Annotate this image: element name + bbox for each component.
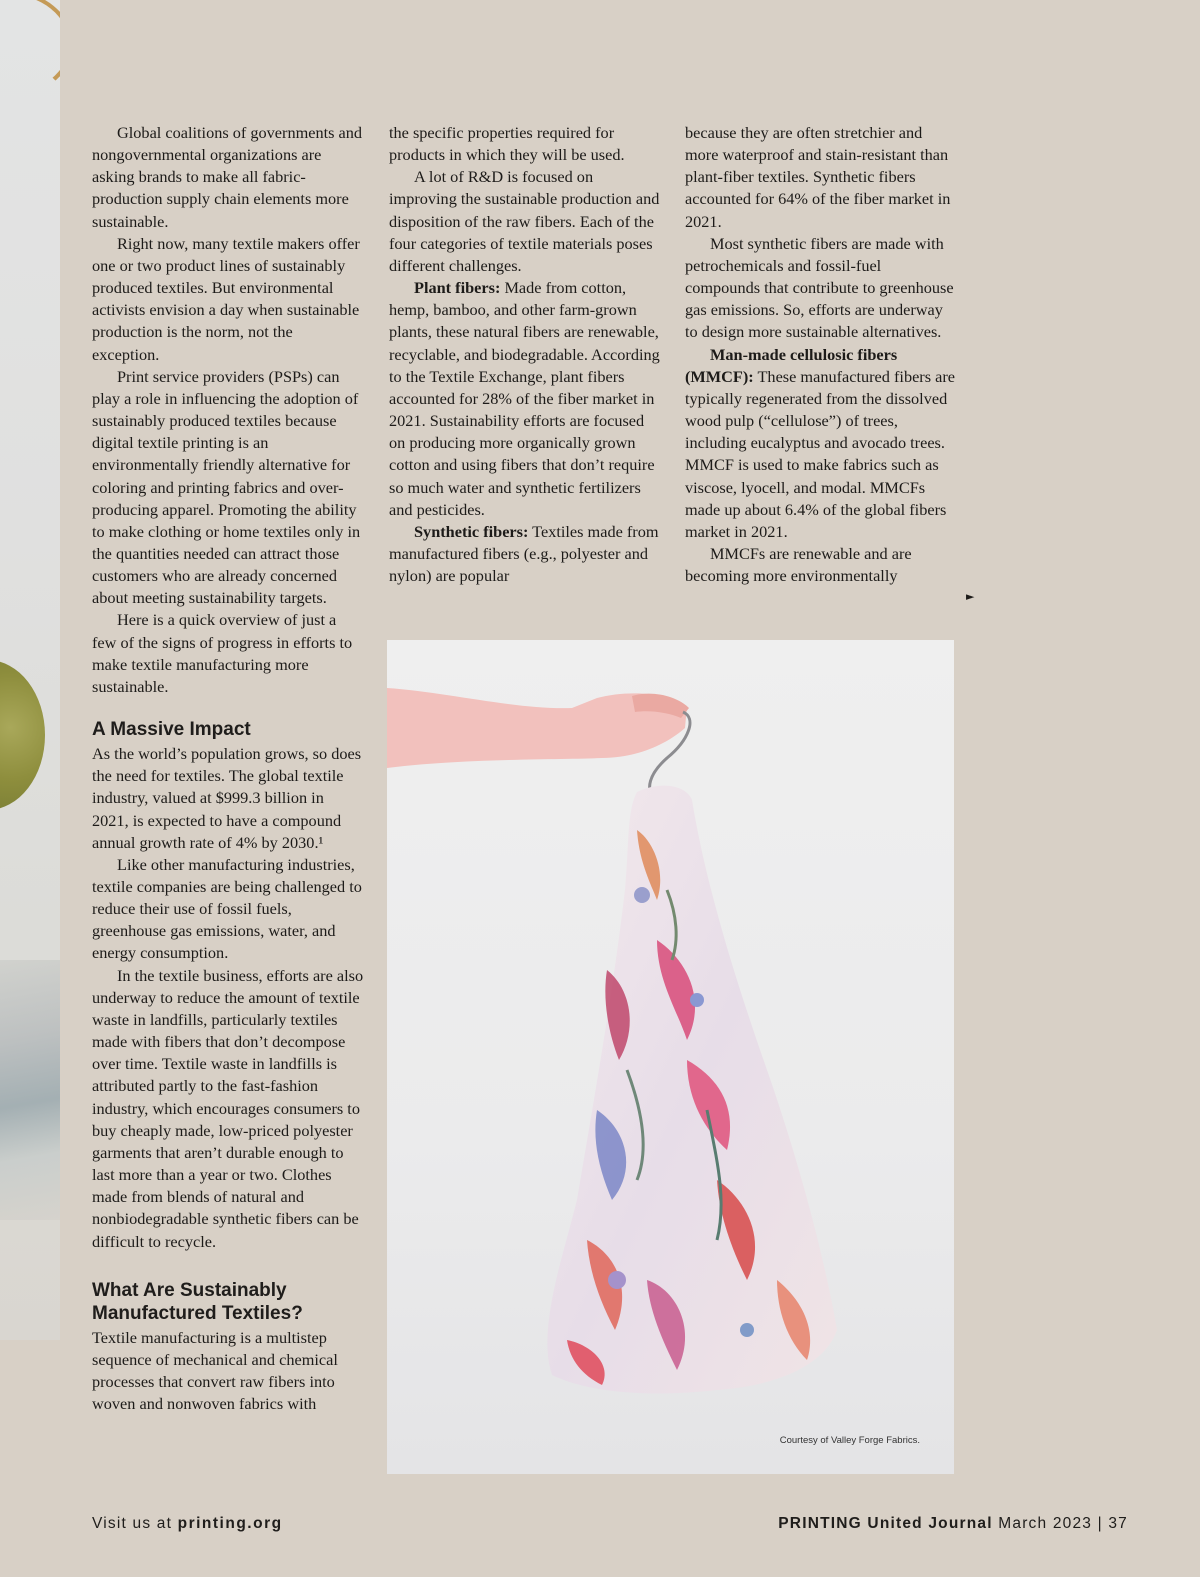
footer-website (92, 1515, 283, 1533)
website-link[interactable]: printing.org (177, 1515, 283, 1532)
paragraph: Here is a quick overview of just a few of the signs of progress in efforts to make textile manufacturing more sustainable. (92, 610, 353, 696)
footer-folio (778, 1515, 1128, 1533)
paragraph: because they are often stretchier and more waterproof and stain-resistant than plant-fiber textiles. Synthetic fibers accounted for 64% of the fiber market in 2021. (685, 123, 951, 231)
article-column-1 (92, 122, 364, 1415)
section-heading: A Massive Impact (92, 719, 251, 741)
article-column-2 (389, 122, 661, 587)
section-heading: What Are Sustainably Manufactured Textiles? (92, 1279, 303, 1324)
paragraph: the specific properties required for products in which they will be used. (389, 123, 625, 165)
paragraph-body: Textiles made from manufactured fibers (e.g., polyester and nylon) are popular (389, 521, 659, 586)
yarn-ball-image (0, 660, 45, 810)
article-column-3 (685, 122, 957, 587)
photo-credit: Courtesy of Valley Forge Fabrics. (779, 1435, 920, 1446)
run-in-heading: Plant fibers: (414, 278, 501, 298)
thread-spools-image (0, 960, 60, 1220)
paragraph (389, 277, 661, 521)
paragraph (389, 521, 661, 587)
paragraph: Global coalitions of governments and nongovernmental organizations are asking brands to make all fabric-production supply chain elements more sustainable. (92, 123, 363, 231)
left-decorative-photo-strip (0, 0, 60, 1340)
paragraph: Most synthetic fibers are made with petrochemicals and fossil-fuel compounds that contribute to greenhouse gas emissions. So, efforts are underway to design more sustainable alternatives. (685, 233, 954, 342)
paragraph-body: Made from cotton, hemp, bamboo, and other farm-grown plants, these natural fibers are renewable, recyclable, and biodegradable. According to the Textile Exchange, plant fibers accounted for 28% of the fiber market in 2021. Sustainability efforts are focused on producing more organically grown cotton and using fibers that don’t require so much water and synthetic fertilizers and pesticides. (389, 278, 660, 519)
paragraph: In the textile business, efforts are also underway to reduce the amount of textile waste in landfills, particularly textiles made with fibers that don’t decompose over time. Textile waste in landfills is attributed partly to the fast-fashion industry, which encourages consumers to buy cheaply made, low-priced polyester garments that aren’t durable enough to last more than a year or two. Clothes made from blends of natural and nonbiodegradable synthetic fibers can be difficult to recycle. (92, 965, 364, 1251)
paragraph: A lot of R&D is focused on improving the sustainable production and disposition of the raw fibers. Each of the four categories of textile materials poses different challenges. (389, 167, 660, 275)
paragraph: MMCFs are renewable and are becoming more environmentally (685, 543, 912, 586)
run-in-heading: Man-made cellulosic fibers (MMCF): (685, 344, 898, 386)
run-in-heading: Synthetic fibers: (414, 521, 529, 541)
footer-prefix: Visit us at (92, 1515, 178, 1532)
continue-arrow-icon: ► (966, 590, 975, 603)
paragraph: Print service providers (PSPs) can play a role in influencing the adoption of sustainably produced textiles because digital textile printing is an environmentally friendly alternative for coloring and printing fabrics and over-producing apparel. Promoting the ability to make clothing or home textiles only in the quantities needed can attract those customers who are already concerned about meeting sustainability targets. (92, 366, 361, 608)
paragraph: Like other manufacturing industries, textile companies are being challenged to reduce their use of fossil fuels, greenhouse gas emissions, water, and energy consumption. (92, 854, 362, 963)
paragraph: As the world’s population grows, so does the need for textiles. The global textile industry, valued at $999.3 billion in 2021, is expected to have a compound annual growth rate of 4% by 2030.¹ (92, 744, 362, 852)
fabric-photo (387, 640, 954, 1474)
paragraph-body: These manufactured fibers are typically regenerated from the dissolved wood pulp (“cellulose”) of trees, including eucalyptus and avocado trees. MMCF is used to make fabrics such as viscose, lyocell, and modal. MMCFs made up about 6.4% of the global fibers market in 2021. (685, 366, 956, 541)
paragraph: Right now, many textile makers offer one or two product lines of sustainably produced textiles. But environmental activists envision a day when sustainable production is the norm, not the exception. (92, 233, 360, 364)
fabric-illustration (387, 640, 954, 1474)
publication-name: PRINTING United Journal (778, 1515, 993, 1532)
paragraph (685, 344, 957, 543)
embroidery-hoop-image (0, 0, 60, 98)
issue-and-page: March 2023 | 37 (992, 1515, 1128, 1532)
paragraph: Textile manufacturing is a multistep sequence of mechanical and chemical processes that convert raw fibers into woven and nonwoven fabrics with (92, 1327, 338, 1414)
